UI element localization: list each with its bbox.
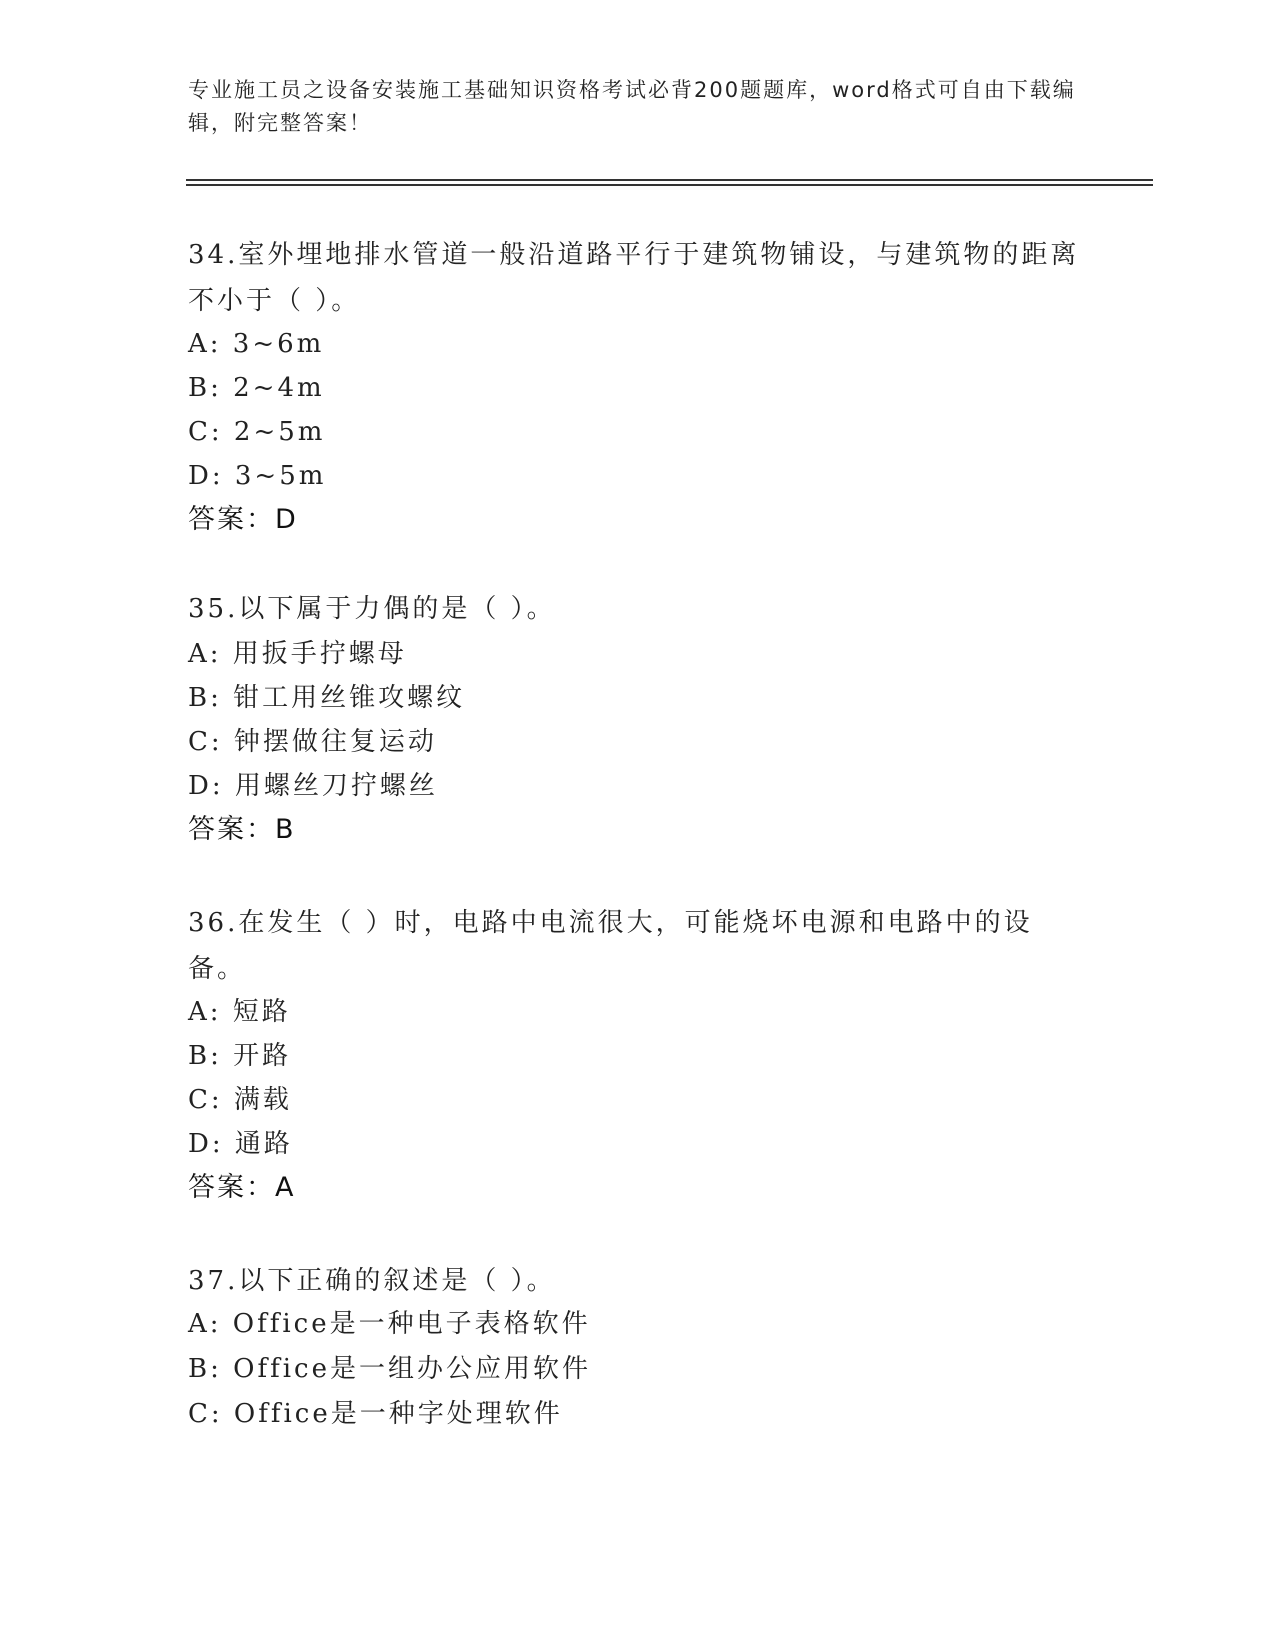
question-34-answer: 答案：D xyxy=(188,504,298,535)
question-36-option-d: D: 通路 xyxy=(188,1129,293,1159)
question-34-option-c: C: 2~5m xyxy=(188,417,326,447)
question-34-option-d: D: 3~5m xyxy=(188,461,327,491)
question-34-text: 34.室外埋地排水管道一般沿道路平行于建筑物铺设，与建筑物的距离不小于（ ）。 xyxy=(188,240,1080,316)
question-34-option-a: A: 3~6m xyxy=(188,329,325,359)
question-34-option-b: B: 2~4m xyxy=(188,373,325,403)
question-35-option-b: B: 钳工用丝锥攻螺纹 xyxy=(188,683,466,713)
question-37-option-b: B: Office是一组办公应用软件 xyxy=(188,1354,591,1384)
question-35-answer: 答案：B xyxy=(188,814,296,845)
question-36-answer: 答案：A xyxy=(188,1172,296,1203)
question-36-text: 36.在发生（ ）时，电路中电流很大，可能烧坏电源和电路中的设备。 xyxy=(188,908,1033,984)
question-36-option-a: A: 短路 xyxy=(188,997,291,1027)
header-divider-bottom xyxy=(186,184,1153,186)
question-36-option-b: B: 开路 xyxy=(188,1041,292,1071)
question-35-option-a: A: 用扳手拧螺母 xyxy=(188,639,407,669)
document-header-title: 专业施工员之设备安装施工基础知识资格考试必背200题题库，word格式可自由下载编辑，附完整答案！ xyxy=(188,78,1076,135)
question-35-text: 35.以下属于力偶的是（ ）。 xyxy=(188,594,556,624)
question-37-option-c: C: Office是一种字处理软件 xyxy=(188,1399,563,1429)
question-35-option-c: C: 钟摆做往复运动 xyxy=(188,727,437,757)
question-36-option-c: C: 满载 xyxy=(188,1085,292,1115)
header-divider-top xyxy=(186,179,1153,181)
question-37-text: 37.以下正确的叙述是（ ）。 xyxy=(188,1266,556,1296)
question-37-option-a: A: Office是一种电子表格软件 xyxy=(188,1309,591,1339)
question-35-option-d: D: 用螺丝刀拧螺丝 xyxy=(188,771,438,801)
